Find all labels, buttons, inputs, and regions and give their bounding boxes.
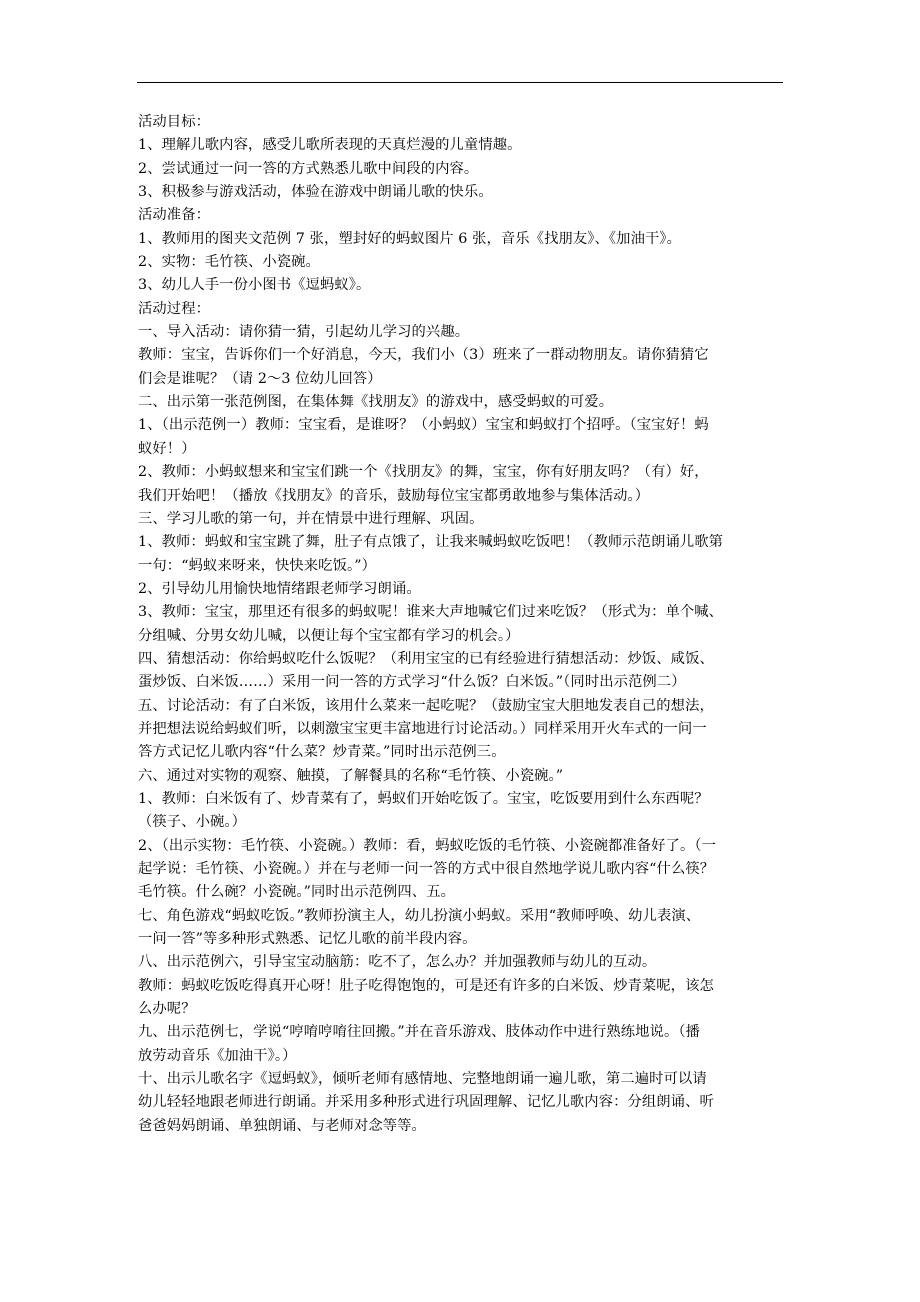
header-rule [137, 82, 783, 83]
document-line: 蚁好！） [138, 440, 196, 457]
document-line: 二、出示第一张范例图，在集体舞《找朋友》的游戏中，感受蚂蚁的可爱。 [138, 394, 614, 411]
document-line: 活动准备： [138, 207, 210, 224]
document-line: 十、出示儿歌名字《逗蚂蚁》，倾听老师有感情地、完整地朗诵一遍儿歌，第二遍时可以请 [138, 1071, 707, 1088]
document-line: 一句：“蚂蚁来呀来，快快来吃饭。”） [138, 557, 377, 574]
document-line: 1、教师用的图夹文范例 7 张，塑封好的蚂蚁图片 6 张，音乐《找朋友》、《加油干》。 [138, 230, 681, 247]
document-line: 们会是谁呢？（请 2～3 位幼儿回答） [138, 370, 382, 387]
document-line: 3、积极参与游戏活动，体验在游戏中朗诵儿歌的快乐。 [138, 184, 493, 201]
document-line: 教师：蚂蚁吃饭吃得真开心呀！肚子吃得饱饱的，可是还有许多的白米饭、炒青菜呢，该怎 [138, 977, 714, 994]
document-line: 蛋炒饭、白米饭……）采用一问一答的方式学习“什么饭？白米饭。”（同时出示范例二） [138, 674, 686, 691]
document-line: 我们开始吧！（播放《找朋友》的音乐，鼓励每位宝宝都勇敢地参与集体活动。） [138, 487, 650, 504]
document-line: 九、出示范例七，学说“哼唷哼唷往回搬。”并在音乐游戏、肢体动作中进行熟练地说。（播 [138, 1024, 700, 1041]
document-line: 三、学习儿歌的第一句，并在情景中进行理解、巩固。 [138, 510, 484, 527]
document-line: 3、教师：宝宝，那里还有很多的蚂蚁呢！谁来大声地喊它们过来吃饭？（形式为：单个喊、 [138, 604, 724, 621]
document-line: 幼儿轻轻地跟老师进行朗诵。并采用多种形式进行巩固理解、记忆儿歌内容：分组朗诵、听 [138, 1094, 714, 1111]
document-line: 毛竹筷。什么碗？小瓷碗。”同时出示范例四、五。 [138, 884, 455, 901]
document-line: 1、教师：白米饭有了、炒青菜有了，蚂蚁们开始吃饭了。宝宝，吃饭要用到什么东西呢？ [138, 790, 709, 807]
document-line: 一问一答”等多种形式熟悉、记忆儿歌的前半段内容。 [138, 931, 477, 948]
document-line: 活动目标： [138, 114, 210, 130]
document-line: 四、猜想活动：你给蚂蚁吃什么饭呢？（利用宝宝的已有经验进行猜想活动：炒饭、咸饭、 [138, 650, 714, 667]
document-line: 1、（出示范例一）教师：宝宝看，是谁呀？（小蚂蚁）宝宝和蚂蚁打个招呼。（宝宝好！蚂 [138, 417, 709, 434]
document-line: 七、角色游戏“蚂蚁吃饭。”教师扮演主人，幼儿扮演小蚂蚁。采用“教师呼唤、幼儿表演、 [138, 907, 701, 924]
document-line: 2、（出示实物：毛竹筷、小瓷碗。）教师：看，蚂蚁吃饭的毛竹筷、小瓷碗都准备好了。（一 [138, 837, 717, 854]
document-body [138, 111, 788, 1138]
document-line: 并把想法说给蚂蚁们听，以刺激宝宝更丰富地进行讨论活动。）同样采用开火车式的一问一 [138, 720, 707, 737]
document-line: 2、实物：毛竹筷、小瓷碗。 [138, 254, 320, 271]
document-line: 爸爸妈妈朗诵、单独朗诵、与老师对念等等。 [138, 1117, 426, 1134]
document-line: 起学说：毛竹筷、小瓷碗。）并在与老师一问一答的方式中很自然地学说儿歌内容“什么筷？ [138, 861, 715, 877]
document-line: 教师：宝宝，告诉你们一个好消息，今天，我们小（3）班来了一群动物朋友。请你猜猜它 [138, 347, 709, 364]
document-line: 2、教师：小蚂蚁想来和宝宝们跳一个《找朋友》的舞，宝宝，你有好朋友吗？（有）好， [138, 464, 709, 481]
document-line: 活动过程： [138, 300, 210, 317]
document-line: 2、引导幼儿用愉快地情绪跟老师学习朗诵。 [138, 580, 421, 597]
document-line: 一、导入活动：请你猜一猜，引起幼儿学习的兴趣。 [138, 324, 470, 341]
document-line: 1、理解儿歌内容，感受儿歌所表现的天真烂漫的儿童情趣。 [138, 137, 522, 154]
document-line: 分组喊、分男女幼儿喊，以便让每个宝宝都有学习的机会。） [138, 627, 520, 644]
document-line: 么办呢？ [138, 1001, 196, 1018]
document-line: 五、讨论活动：有了白米饭，该用什么菜来一起吃呢？（鼓励宝宝大胆地发表自己的想法， [138, 697, 714, 714]
document-line: 六、通过对实物的观察、触摸，了解餐具的名称“毛竹筷、小瓷碗。” [138, 767, 564, 784]
document-line: 放劳动音乐《加油干》。） [138, 1047, 297, 1064]
document-line: 2、尝试通过一问一答的方式熟悉儿歌中间段的内容。 [138, 160, 479, 177]
document-line: 答方式记忆儿歌内容“什么菜？炒青菜。”同时出示范例三。 [138, 744, 506, 761]
document-line: 1、教师：蚂蚁和宝宝跳了舞，肚子有点饿了，让我来喊蚂蚁吃饭吧！（教师示范朗诵儿歌第 [138, 534, 724, 551]
document-line: 八、出示范例六，引导宝宝动脑筋：吃不了，怎么办？并加强教师与幼儿的互动。 [138, 954, 657, 971]
document-line: 3、幼儿人手一份小图书《逗蚂蚁》。 [138, 277, 371, 294]
document-line: （筷子、小碗。） [138, 814, 247, 831]
